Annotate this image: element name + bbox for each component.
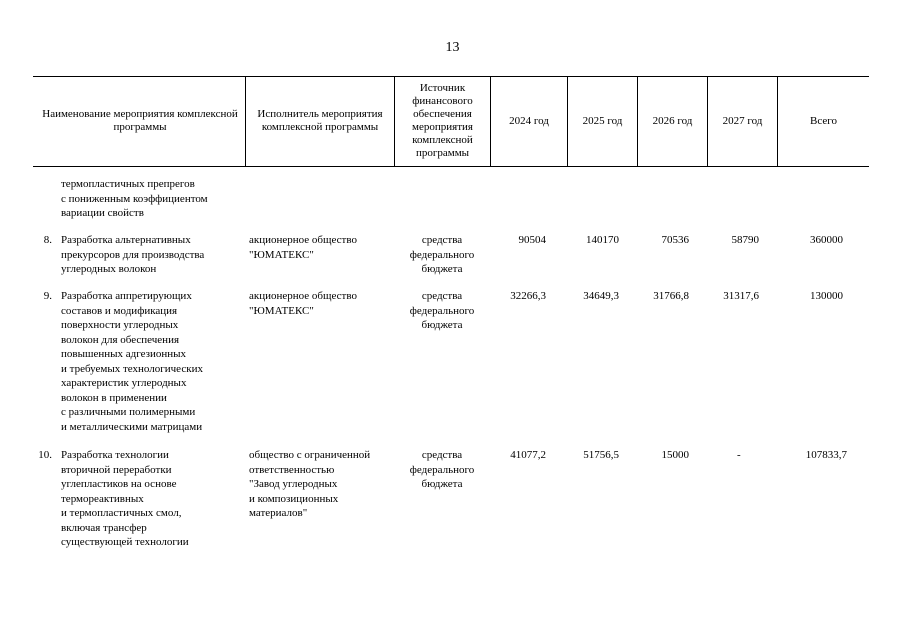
column-divider bbox=[245, 76, 246, 166]
row-2026: 70536 bbox=[661, 234, 689, 246]
header-2026: 2026 год bbox=[652, 114, 693, 127]
column-divider bbox=[637, 76, 638, 166]
continuation-text: термопластичных препрегов с пониженным коэффициентом вариации свойств bbox=[61, 178, 208, 219]
row-name: Разработка альтернативных прекурсоров для производства углеродных волокон bbox=[61, 234, 205, 275]
column-divider bbox=[490, 76, 491, 166]
row-2024: 41077,2 bbox=[510, 449, 546, 461]
row-2026: 31766,8 bbox=[653, 290, 689, 302]
row-number: 8. bbox=[43, 234, 52, 246]
row-2026: 15000 bbox=[661, 449, 689, 461]
row-executor: акционерное общество "ЮМАТЕКС" bbox=[249, 234, 357, 261]
row-number: 10. bbox=[38, 449, 52, 461]
header-name: Наименование мероприятия комплексной программы bbox=[42, 108, 238, 133]
row-source: средства федерального бюджета bbox=[409, 234, 475, 275]
row-executor: общество с ограниченной ответственностью "Завод углеродных и композиционных материалов" bbox=[249, 449, 371, 519]
row-source: средства федерального бюджета bbox=[409, 290, 475, 331]
column-divider bbox=[394, 76, 395, 166]
row-2024: 90504 bbox=[518, 234, 546, 246]
row-name: Разработка аппретирующих составов и модификация поверхности углеродных волокон для обеспечения повышенных адгезионных и требуемых технологических характеристик углеродных волокон в применении с различными полимерными и металлическими матрицами bbox=[61, 290, 203, 433]
row-total: 107833,7 bbox=[805, 449, 847, 461]
row-2025: 51756,5 bbox=[583, 449, 619, 461]
column-divider bbox=[777, 76, 778, 166]
row-name: Разработка технологии вторичной переработки углепластиков на основе термореактивных и термопластичных смол, включая трансфер существующей технологии bbox=[61, 449, 189, 548]
row-2027: - bbox=[737, 449, 741, 461]
header-2027: 2027 год bbox=[722, 114, 763, 127]
header-source: Источник финансового обеспечения мероприятия комплексной программы bbox=[412, 82, 473, 159]
row-source: средства федерального бюджета bbox=[409, 449, 475, 490]
header-total: Всего bbox=[810, 114, 837, 127]
row-total: 360000 bbox=[810, 234, 843, 246]
column-divider bbox=[707, 76, 708, 166]
row-executor: акционерное общество "ЮМАТЕКС" bbox=[249, 290, 357, 317]
row-2027: 58790 bbox=[731, 234, 759, 246]
row-total: 130000 bbox=[810, 290, 843, 302]
row-2025: 34649,3 bbox=[583, 290, 619, 302]
column-divider bbox=[567, 76, 568, 166]
row-number: 9. bbox=[43, 290, 52, 302]
page-number: 13 bbox=[445, 40, 460, 55]
header-executor: Исполнитель мероприятия комплексной программы bbox=[257, 108, 383, 133]
header-2025: 2025 год bbox=[582, 114, 623, 127]
table-header-rule bbox=[33, 166, 869, 167]
row-2025: 140170 bbox=[586, 234, 619, 246]
row-2027: 31317,6 bbox=[723, 290, 759, 302]
row-2024: 32266,3 bbox=[510, 290, 546, 302]
header-2024: 2024 год bbox=[509, 114, 549, 127]
